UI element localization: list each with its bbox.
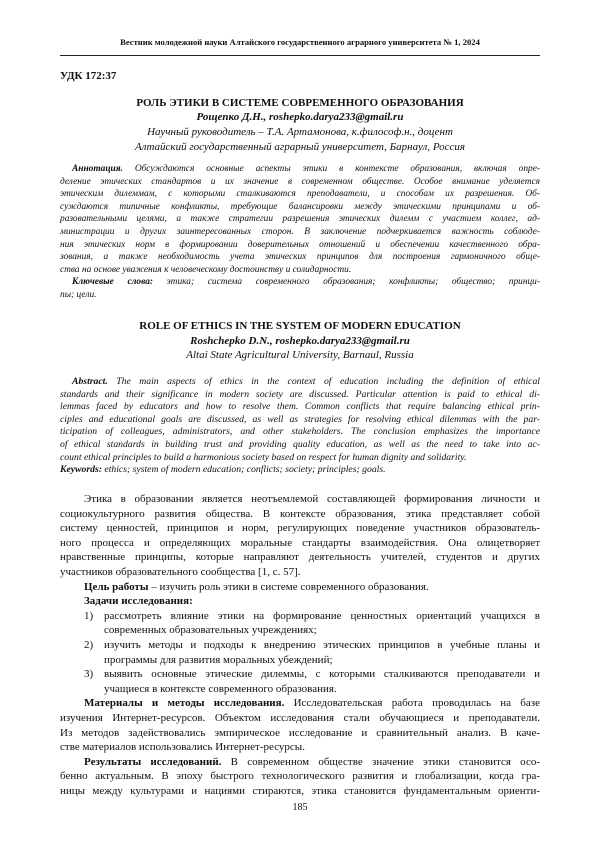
en-abstract-label: Abstract. bbox=[72, 376, 108, 387]
methods-label: Материалы и методы исследования. bbox=[84, 697, 285, 710]
ru-abstract-cont bbox=[60, 176, 540, 277]
goal-label: Цель работы bbox=[84, 580, 149, 593]
task-item: 2) изучить методы и подходы к внедрению этических принципов в учебные планы и bbox=[84, 638, 540, 651]
ru-abstract-line: ства на основе уважения к человеческому достоинству и солидарности. bbox=[60, 264, 352, 275]
body-line: изучения Интернет-ресурсов. Объектом исследования стали обучающиеся и преподаватели. bbox=[60, 711, 540, 724]
en-abstract-cont bbox=[60, 389, 540, 477]
results-label: Результаты исследований. bbox=[84, 755, 222, 768]
en-abstract-line: lemmas faced by educators and how to resolve them. Common conflicts that require balancing ethical prin- bbox=[60, 401, 540, 413]
ru-abstract-line: деление этических стандартов и их значение в современном обществе. Особое внимание уделяется bbox=[60, 176, 540, 187]
en-abstract: Abstract. The main aspects of ethics in the context of education including the definition of ethical bbox=[72, 376, 540, 387]
ru-keywords-cont: пы; цели. bbox=[60, 290, 97, 300]
ru-supervisor: Научный руководитель – Т.А. Артамонова, к.философ.н., доцент bbox=[147, 126, 453, 138]
tasks-label: Задачи исследования: bbox=[84, 595, 193, 608]
ru-abstract-line: суждаются типичные конфликты, требующие балансировки между этическими принципами и об- bbox=[60, 201, 540, 212]
methods-line: Материалы и методы исследования. Исследовательская работа проводилась на базе bbox=[84, 697, 540, 710]
en-abstract-line: standards and their significance in modern society are discussed. Particular attention is paid to ethical di- bbox=[60, 388, 540, 400]
body-line: бенно актуальным. В эпоху быстрого технологического развития и глобализации, когда гра- bbox=[60, 770, 540, 783]
body-text: Этика в образовании является неотъемлемой составляющей формирования личности и социокультурного развития общества. В контексте образования, этика представляет собой систему ценностей, принципов и норм, регулирующих поведение участников образователь- ного процесса и определяющих моральные стандарты взаимодействия. Она олицетворяет нравственные принципы, которые направляют деятельность учителей, студентов и других участников образовательного сообщества [1, с. 57]. Цель работы – изучить роль этики в системе современного образования. Задачи исследования: 1) рассмотреть влияние этики на формирование ценностных ориентаций учащихся в современных образовательных учреждениях; 2) изучить методы и подходы к внедрению этических принципов в учебные планы и программы для развития моральных убеждений; 3) выявить основные этические дилеммы, с которыми сталкиваются преподаватели и учащиеся в контексте современного образования. Материалы и методы исследования. Исследовательская работа проводилась на базе изучения Интернет-ресурсов. Объектом исследования стали обучающиеся и преподаватели. Из методов задействовались эмпирическое исследование и сравнительный анализ. В каче- стве материалов использовались Интернет-ресурсы. Результаты исследований. В современном обществе значение этики становится осо- бенно актуальным. В эпоху быстрого технологического развития и глобализации, когда гра- ницы между культурами и нациями стираются, этика становится фундаментальным ориенти- bbox=[60, 493, 540, 797]
ru-keywords-label: Ключевые слова: bbox=[72, 277, 154, 288]
en-affiliation: Altai State Agricultural University, Barnaul, Russia bbox=[186, 349, 414, 361]
ru-abstract-line: разовательными целями, а также стратегии разрешения этических дилемм с участием коллег, ад- bbox=[60, 214, 540, 225]
body-line: участников образовательного сообщества [1, с. 57]. bbox=[60, 565, 301, 578]
ru-keywords: Ключевые слова: этика; система современного образования; конфликты; общество; принци- bbox=[72, 277, 540, 288]
ru-abstract-label: Аннотация. bbox=[72, 164, 123, 174]
results-line: Результаты исследований. В современном обществе значение этики становится осо- bbox=[84, 755, 540, 768]
body-line: нравственные принципы, которые направляют деятельность учителей, студентов и других bbox=[60, 551, 540, 564]
body-line: Из методов задействовались эмпирическое исследование и сравнительный анализ. В каче- bbox=[60, 726, 540, 739]
ru-title: РОЛЬ ЭТИКИ В СИСТЕМЕ СОВРЕМЕННОГО ОБРАЗОВАНИЯ bbox=[136, 97, 464, 109]
en-abstract-line: of ethical standards in building trust and providing quality education, as well as the need to take into ac- bbox=[60, 438, 540, 450]
en-keywords: Keywords: ethics; system of modern education; conflicts; society; principles; goals. bbox=[60, 464, 386, 476]
running-header: Вестник молодежной науки Алтайского государственного аграрного университета № 1, 2024 bbox=[120, 37, 480, 47]
task-item: 1) рассмотреть влияние этики на формирование ценностных ориентаций учащихся в bbox=[84, 609, 540, 622]
en-author: Roshchepko D.N., roshepko.darya233@gmail.ru bbox=[190, 335, 410, 347]
ru-abstract-line: Аннотация. Обсуждаются основные аспекты этики в контексте образования, включая опре- bbox=[72, 164, 540, 174]
body-line: ного процесса и определяющих моральные стандарты взаимодействия. Она олицетворяет bbox=[60, 536, 540, 549]
udk-code: УДК 172:37 bbox=[60, 70, 117, 82]
ru-author: Рощепко Д.Н., roshepko.darya233@gmail.ru bbox=[196, 111, 404, 123]
body-line: социокультурного развития общества. В контексте образования, этика представляет собой bbox=[60, 507, 540, 520]
body-line: систему ценностей, принципов и норм, регулирующих поведение участников образователь- bbox=[60, 522, 540, 535]
ru-abstract-line: ния этических норм в формировании доверительных отношений и обеспечении качественного обра- bbox=[60, 239, 540, 250]
en-title: ROLE OF ETHICS IN THE SYSTEM OF MODERN EDUCATION bbox=[139, 320, 461, 332]
ru-abstract bbox=[72, 163, 540, 176]
en-keywords-label: Keywords: bbox=[60, 464, 102, 476]
ru-abstract-line: зования, а также необходимость учета этических принципов для построения гармоничного обще- bbox=[60, 252, 540, 263]
ru-abstract-line: министрации и других заинтересованных сторон. В заключение подчеркивается важность соблюде- bbox=[60, 226, 540, 237]
ru-affiliation: Алтайский государственный аграрный университет, Барнаул, Россия bbox=[134, 141, 466, 153]
en-abstract-line: ticipation of colleagues, administrators, and other stakeholders. The conclusion emphasizes the importance bbox=[60, 426, 540, 438]
body-line: ницы между культурами и нациями стираются, этика становится фундаментальным ориенти- bbox=[60, 784, 540, 797]
en-abstract-line: ciples and educational goals are discussed, as well as strategies for resolving ethical dilemmas with the par- bbox=[60, 413, 540, 425]
header-rule bbox=[60, 55, 540, 56]
ru-abstract-line: этическим дилеммам, с которыми сталкиваются преподаватели, и способам их разрешения. Об- bbox=[60, 189, 540, 200]
goal-line: Цель работы – изучить роль этики в системе современного образования. bbox=[84, 580, 429, 593]
task-item: 3) выявить основные этические дилеммы, с которыми сталкиваются преподаватели и bbox=[84, 668, 540, 681]
body-line: Этика в образовании является неотъемлемой составляющей формирования личности и bbox=[84, 493, 540, 505]
en-abstract-line: count ethical principles to build a harmonious society based on respect for human dignity and solidarity. bbox=[60, 451, 467, 463]
page-number: 185 bbox=[292, 802, 308, 813]
body-line: стве материалов использовались Интернет-ресурсы. bbox=[60, 741, 305, 754]
